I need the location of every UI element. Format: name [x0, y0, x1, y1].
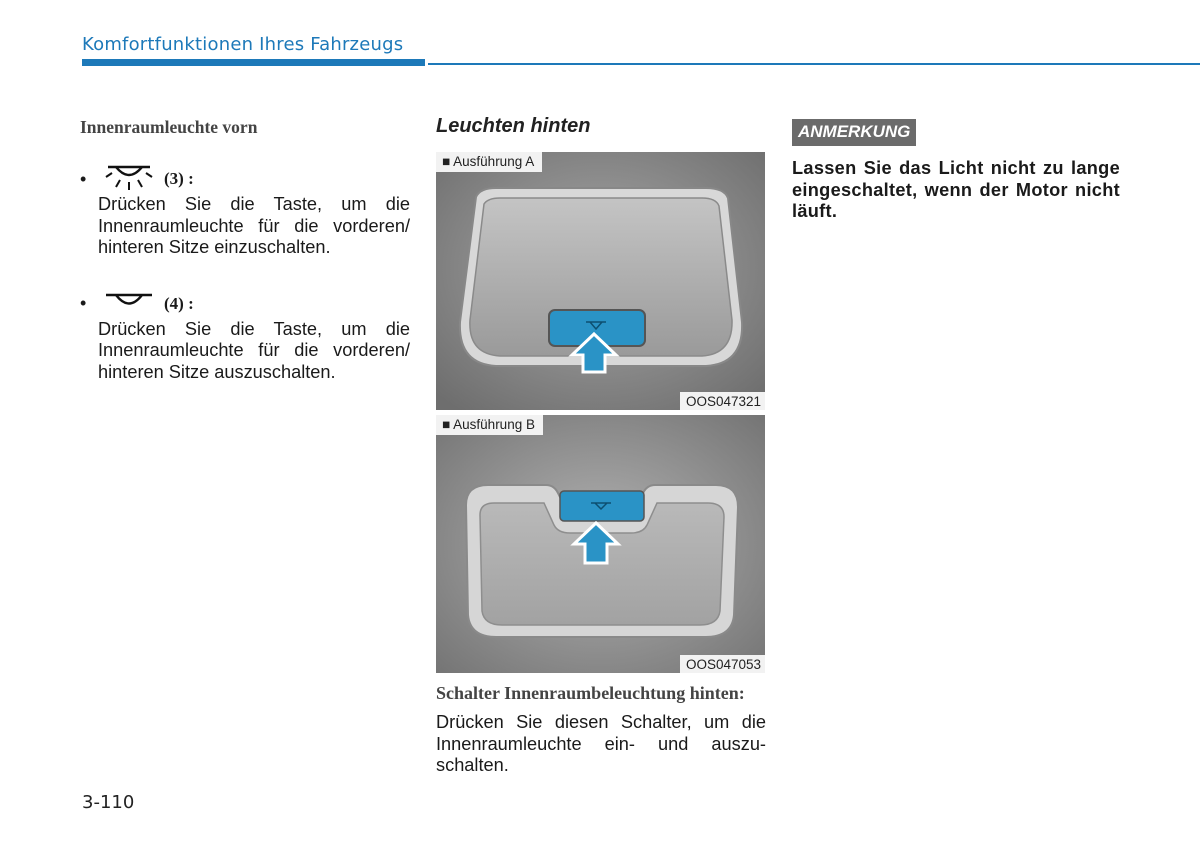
figure-a-tag: ■ Ausführung A — [436, 152, 542, 172]
figure-caption: Schalter Innenraumbeleuchtung hinten: — [436, 683, 745, 703]
note-badge: ANMERKUNG — [792, 119, 916, 146]
lamp-off-icon — [102, 290, 156, 317]
right-column — [792, 119, 1120, 223]
chapter-title: Komfortfunktionen Ihres Fahrzeugs — [82, 34, 404, 55]
figure-variant-a — [436, 152, 765, 410]
header-rule-thin — [428, 63, 1200, 65]
bullet-lamp-off — [80, 289, 410, 319]
bullet-marker: • — [80, 168, 87, 189]
left-column — [80, 117, 410, 383]
section-title-rear-lights: Leuchten hinten — [436, 115, 591, 137]
lamp-off-label: (4) : — [164, 293, 194, 313]
rear-switch-text: Drücken Sie diesen Schalter, um die Innenraumleuchte ein- und auszu-schalten. — [436, 712, 766, 775]
header-rule-thick — [82, 59, 425, 66]
figure-a-code: OOS047321 — [680, 392, 765, 410]
page-number: 3-110 — [82, 792, 135, 813]
subheading-front-light: Innenraumleuchte vorn — [80, 117, 258, 137]
figure-b-tag: ■ Ausführung B — [436, 415, 543, 435]
lamp-on-text: Drücken Sie die Taste, um die Innenraumleuchte für die vorderen/ hinteren Sitze einzuschalten. — [98, 194, 410, 257]
lamp-on-label: (3) : — [164, 169, 194, 188]
figure-variant-b — [436, 415, 765, 673]
middle-column — [436, 115, 766, 777]
note-text: Lassen Sie das Licht nicht zu lange eingeschaltet, wenn der Motor nicht läuft. — [792, 158, 1120, 221]
bullet-lamp-on — [80, 164, 410, 194]
lamp-on-icon — [102, 163, 156, 196]
figure-b-code: OOS047053 — [680, 655, 765, 673]
lamp-off-text: Drücken Sie die Taste, um die Innenraumleuchte für die vorderen/ hinteren Sitze auszuschalten. — [98, 318, 410, 382]
bullet-marker: • — [80, 293, 87, 313]
